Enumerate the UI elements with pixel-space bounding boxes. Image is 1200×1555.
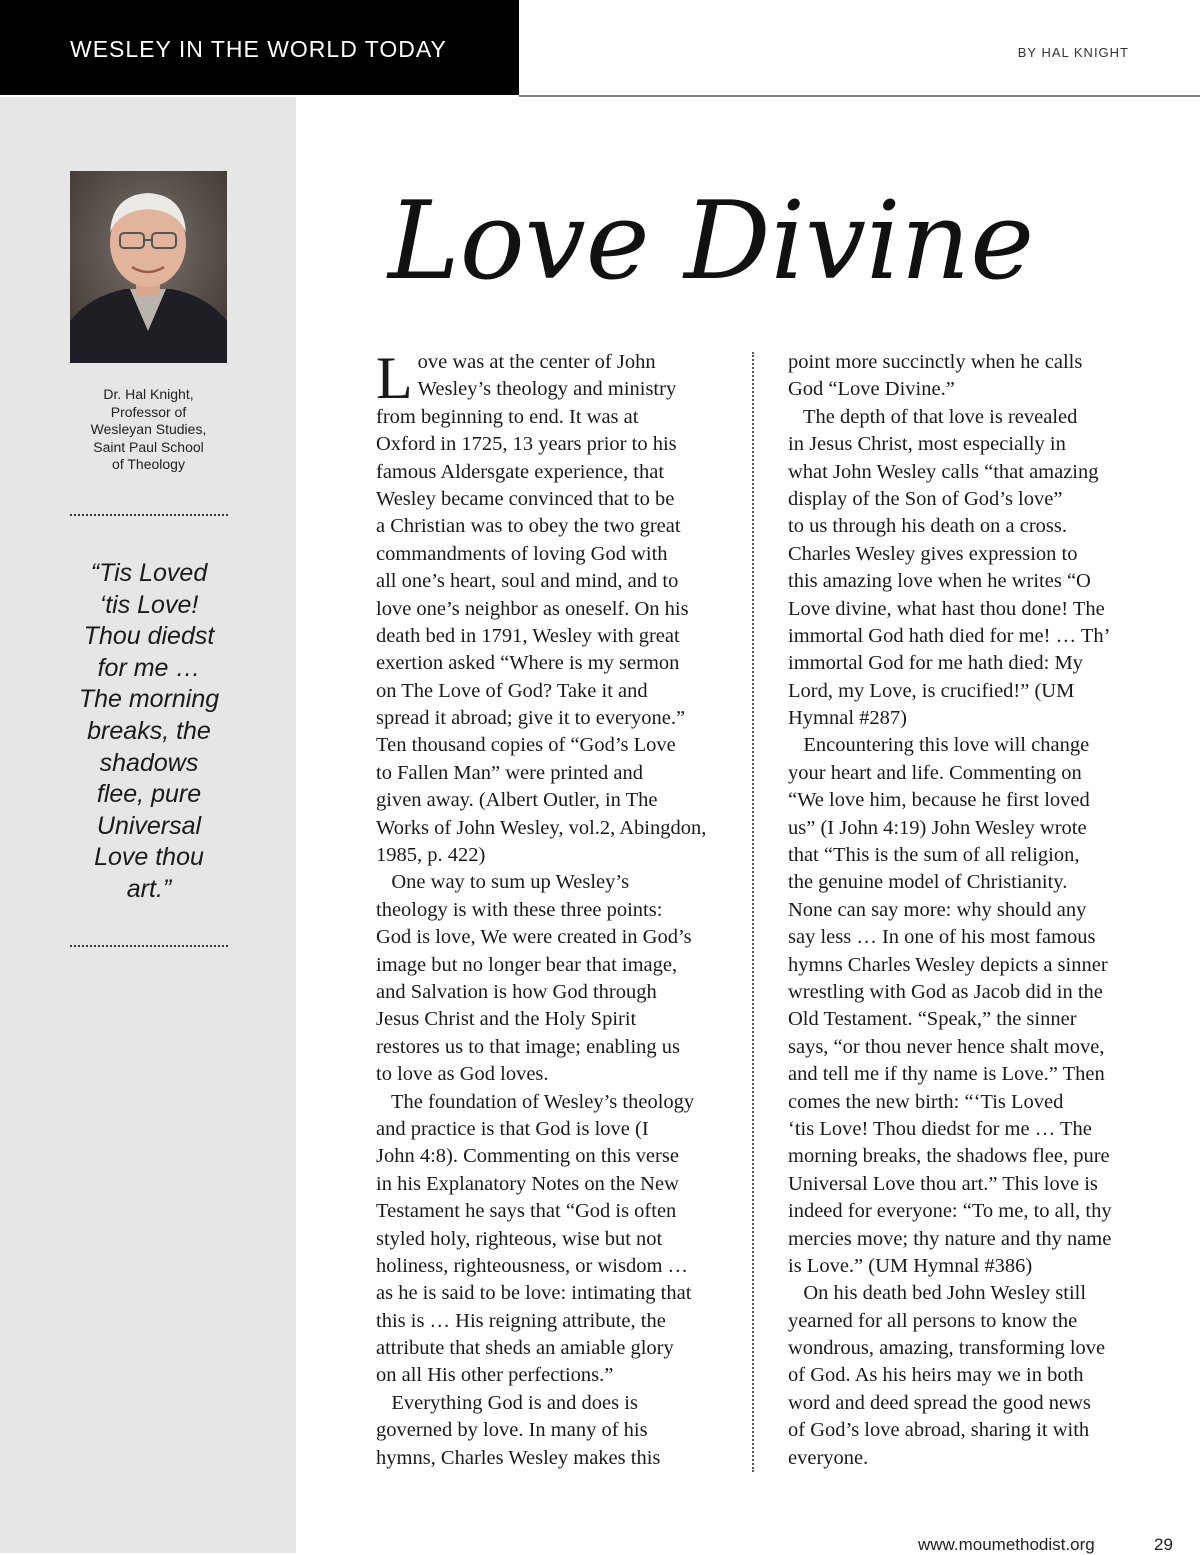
page-number: 29 — [1154, 1535, 1173, 1554]
article-line: governed by love. In many of his — [376, 1419, 648, 1442]
article-line: from beginning to end. It was at — [376, 405, 639, 428]
article-line: death bed in 1791, Wesley with great — [376, 624, 680, 647]
article-title — [378, 160, 1078, 320]
article-line: hymns, Charles Wesley makes this — [376, 1446, 661, 1469]
quote-line: for me … — [97, 653, 201, 682]
article-line: and practice is that God is love (I — [376, 1117, 649, 1140]
article-line: this is … His reigning attribute, the — [376, 1309, 666, 1332]
article-line: to us through his death on a cross. — [788, 515, 1067, 538]
article-line: on all His other perfections.” — [376, 1364, 614, 1387]
article-line: Hymnal #287) — [788, 707, 907, 730]
article-line: spread it abroad; give it to everyone.” — [376, 707, 686, 730]
article-line: famous Aldersgate experience, that — [376, 460, 665, 483]
byline: BY HAL KNIGHT — [1017, 45, 1129, 60]
article-line: holiness, righteousness, or wisdom … — [376, 1254, 689, 1277]
article-line: to Fallen Man” were printed and — [376, 761, 643, 784]
quote-line: The morning — [78, 685, 220, 714]
article-column-left — [376, 345, 721, 1472]
article-line: point more succinctly when he calls — [788, 351, 1083, 373]
portrait-illustration — [70, 171, 227, 363]
article-line: that “This is the sum of all religion, — [788, 844, 1080, 867]
article-line: Testament he says that “God is often — [376, 1200, 677, 1223]
article-line: image but no longer bear that image, — [376, 953, 678, 976]
article-line: of God’s love abroad, sharing it with — [788, 1419, 1090, 1442]
article-line: say less … In one of his most famous — [788, 926, 1096, 949]
article-line: Charles Wesley gives expression to — [788, 542, 1078, 565]
author-portrait-icon — [70, 171, 227, 363]
article-line: immortal God for me hath died: My — [788, 652, 1083, 675]
article-line: Wesley became convinced that to be — [376, 487, 675, 510]
article-line: all one’s heart, soul and mind, and to — [376, 570, 679, 593]
article-line: One way to sum up Wesley’s — [376, 871, 630, 894]
article-line: Old Testament. “Speak,” the sinner — [788, 1008, 1077, 1031]
article-line: styled holy, righteous, wise but not — [376, 1227, 663, 1250]
dotted-divider-bottom — [70, 945, 228, 947]
article-line: hymns Charles Wesley depicts a sinner — [788, 953, 1108, 976]
caption-line: Wesleyan Studies, — [90, 421, 207, 437]
article-column-right — [788, 349, 1138, 1472]
article-line: as he is said to be love: intimating that — [376, 1282, 692, 1305]
article-line: Lord, my Love, is crucified!” (UM — [788, 679, 1075, 702]
article-line: exertion asked “Where is my sermon — [376, 652, 680, 675]
article-line: in his Explanatory Notes on the New — [376, 1172, 679, 1195]
article-line: comes the new birth: “‘Tis Loved — [788, 1090, 1064, 1113]
article-line: display of the Son of God’s love” — [788, 487, 1063, 510]
article-line: attribute that sheds an amiable glory — [376, 1337, 674, 1360]
caption-line: of Theology — [112, 456, 185, 472]
pull-quote — [62, 558, 236, 906]
article-line: 1985, p. 422) — [376, 844, 486, 867]
article-line: ‘tis Love! Thou diedst for me … The — [788, 1117, 1092, 1140]
quote-line: breaks, the — [87, 716, 211, 745]
article-line: ove was at the center of John — [417, 351, 656, 373]
photo-caption — [60, 386, 237, 474]
article-line: The depth of that love is revealed — [788, 405, 1078, 428]
article-line: John 4:8). Commenting on this verse — [376, 1145, 679, 1168]
article-line: The foundation of Wesley’s theology — [376, 1090, 695, 1113]
article-title-text: Love Divine — [388, 179, 1035, 304]
article-line: everyone. — [788, 1446, 869, 1469]
article-line: us” (I John 4:19) John Wesley wrote — [788, 816, 1087, 839]
article-line: the genuine model of Christianity. — [788, 871, 1068, 894]
quote-line: Love thou — [94, 843, 204, 872]
article-line: your heart and life. Commenting on — [788, 761, 1082, 784]
article-line: restores us to that image; enabling us — [376, 1035, 681, 1058]
section-title: WESLEY IN THE WORLD TODAY — [70, 36, 447, 62]
article-line: indeed for everyone: “To me, to all, thy — [788, 1200, 1112, 1223]
article-line: to love as God loves. — [376, 1063, 549, 1086]
article-line: is Love.” (UM Hymnal #386) — [788, 1254, 1033, 1277]
article-line: Jesus Christ and the Holy Spirit — [376, 1008, 637, 1031]
caption-line: Saint Paul School — [93, 438, 204, 455]
article-line: mercies move; thy nature and thy name — [788, 1227, 1112, 1250]
article-line: what John Wesley calls “that amazing — [788, 460, 1099, 483]
article-line: Wesley’s theology and ministry — [417, 378, 677, 401]
dotted-divider-top — [70, 514, 228, 516]
quote-line: shadows — [99, 748, 199, 777]
article-line: love one’s neighbor as oneself. On his — [376, 597, 689, 620]
quote-line: art.” — [126, 874, 172, 903]
article-line: On his death bed John Wesley still — [788, 1282, 1087, 1305]
quote-line: Thou diedst — [83, 622, 215, 651]
article-line: God “Love Divine.” — [788, 378, 955, 401]
article-line: of God. As his heirs may we in both — [788, 1364, 1084, 1387]
article-line: Oxford in 1725, 13 years prior to his — [376, 433, 677, 456]
article-line: Everything God is and does is — [376, 1391, 638, 1414]
article-line: commandments of loving God with — [376, 542, 668, 565]
article-line: Works of John Wesley, vol.2, Abingdon, — [376, 816, 707, 839]
article-line: in Jesus Christ, most especially in — [788, 433, 1066, 456]
article-line: on The Love of God? Take it and — [376, 679, 648, 702]
article-line: given away. (Albert Outler, in The — [376, 789, 658, 812]
caption-line: Dr. Hal Knight, — [103, 386, 194, 402]
drop-cap: L — [376, 345, 413, 411]
article-line: Love divine, what hast thou done! The — [788, 597, 1105, 620]
article-line: word and deed spread the good news — [788, 1391, 1091, 1414]
article-line: immortal God hath died for me! … Th’ — [788, 624, 1111, 647]
article-line: Ten thousand copies of “God’s Love — [376, 734, 676, 757]
caption-line: Professor of — [110, 403, 187, 420]
header-rule — [519, 95, 1200, 97]
column-divider — [752, 352, 754, 1472]
article-line: morning breaks, the shadows flee, pure — [788, 1145, 1110, 1168]
article-line: and tell me if thy name is Love.” Then — [788, 1063, 1105, 1086]
footer-url: www.moumethodist.org — [918, 1535, 1095, 1554]
article-line: Universal Love thou art.” This love is — [788, 1172, 1098, 1195]
article-line: says, “or thou never hence shalt move, — [788, 1035, 1105, 1058]
article-line: this amazing love when he writes “O — [788, 570, 1091, 593]
article-line: God is love, We were created in God’s — [376, 926, 692, 949]
article-line: wondrous, amazing, transforming love — [788, 1337, 1106, 1360]
quote-line: ‘tis Love! — [99, 590, 199, 619]
article-line: and Salvation is how God through — [376, 980, 657, 1003]
quote-line: “Tis Loved — [90, 559, 208, 587]
quote-line: flee, pure — [96, 780, 202, 809]
article-line: yearned for all persons to know the — [788, 1309, 1078, 1332]
article-line: a Christian was to obey the two great — [376, 515, 681, 538]
article-line: wrestling with God as Jacob did in the — [788, 980, 1103, 1003]
article-line: theology is with these three points: — [376, 898, 663, 921]
article-line: Encountering this love will change — [788, 734, 1090, 757]
article-line: “We love him, because he first loved — [788, 789, 1090, 812]
quote-line: Universal — [96, 811, 202, 840]
article-line: None can say more: why should any — [788, 898, 1087, 921]
section-header-bar — [0, 0, 519, 95]
